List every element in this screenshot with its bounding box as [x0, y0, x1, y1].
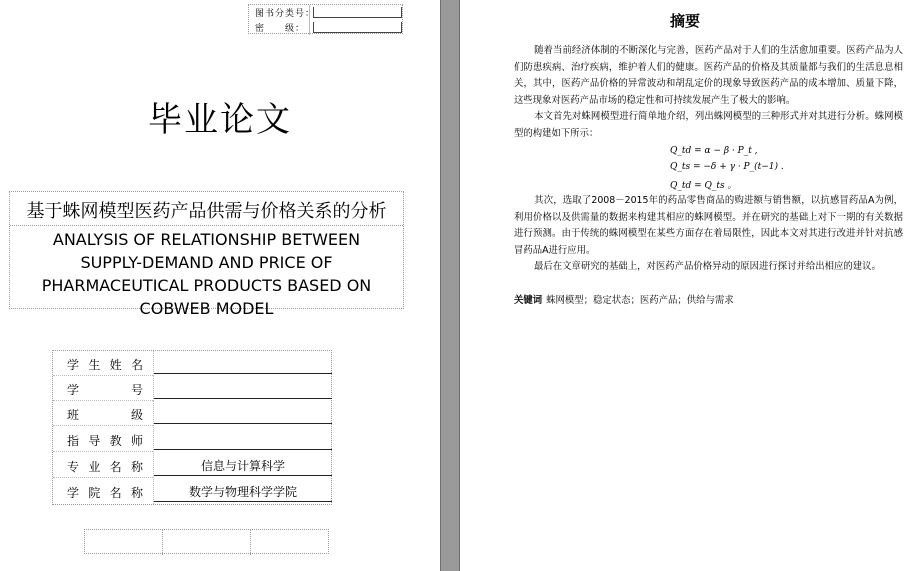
security-label: 密 级：: [255, 24, 306, 34]
title-en-line: PHARMACEUTICAL PRODUCTS BASED ON: [41, 276, 372, 295]
abstract-page: [460, 0, 910, 571]
info-label: 学院名称: [67, 486, 143, 500]
bottom-empty-table: [84, 529, 329, 554]
security-row: [249, 20, 404, 34]
abstract-paragraph: [514, 259, 903, 276]
paragraph-text: 本文首先对蛛网模型进行简单地介绍，列出蛛网模型的三种形式并对其进行分析。蛛网模型的构建如下所示：: [514, 111, 903, 139]
abstract-paragraph: [514, 193, 903, 259]
major-field[interactable]: 信息与计算科学: [154, 454, 332, 476]
info-row-college: [53, 479, 333, 504]
paragraph-text: 其次，选取了2008－2015年的药品零售商品的购进额与销售额，以抗感冒药品A为例，利用价格以及供需量的数据来构建其相应的蛛网模型。并在研究的基础上对下一期的有关数据进行预测。由于传统的蛛网模型在某些方面存在着局限性，因此本文对其进行改进并针对抗感冒药品A进行应用。: [514, 195, 903, 256]
info-row-class: [53, 401, 333, 426]
formula-supply: Q_ts = −δ + γ · P_(t−1) .: [670, 162, 784, 172]
student-info-table: [52, 350, 332, 505]
student-id-field[interactable]: [154, 377, 332, 399]
grid-divider: [250, 530, 252, 555]
info-label: 学号: [67, 383, 143, 397]
cover-page: [0, 0, 440, 571]
grid-divider: [162, 530, 164, 555]
classification-label: 图书分类号：: [255, 9, 316, 19]
advisor-field[interactable]: [154, 428, 332, 450]
abstract-paragraph: [514, 109, 903, 142]
thesis-heading: 毕业论文: [148, 100, 292, 140]
info-label: 指导教师: [67, 434, 143, 448]
info-label: 学生姓名: [67, 358, 143, 372]
thesis-title-english: [10, 228, 403, 320]
keywords-line: [514, 292, 734, 306]
paragraph-text: 最后在文章研究的基础上，对医药产品价格异动的原因进行探讨并给出相应的建议。: [534, 261, 881, 272]
classification-field[interactable]: [313, 7, 402, 18]
keywords-text: 蛛网模型；稳定状态；医药产品；供给与需求: [546, 295, 734, 306]
info-label: 专业名称: [67, 460, 143, 474]
paragraph-text: 随着当前经济体制的不断深化与完善，医药产品对于人们的生活愈加重要。医药产品为人们防患疾病、治疗疾病，维护着人们的健康。医药产品的价格及其质量都与我们的生活息息相关，其中，医药产品价格的异常波动和胡乱定价的现象导致医药产品的成本增加、质量下降，这些现象对医药产品市场的稳定性和可持续发展产生了极大的影响。: [514, 45, 903, 106]
title-divider: [10, 225, 403, 226]
security-field[interactable]: [313, 22, 402, 33]
info-row-student-name: [53, 351, 333, 376]
title-en-line: SUPPLY-DEMAND AND PRICE OF: [80, 253, 333, 272]
formula-demand: Q_td = α − β · P_t ,: [670, 146, 758, 156]
class-field[interactable]: [154, 402, 332, 424]
classification-box: [248, 4, 403, 34]
formula-equilibrium: Q_td = Q_ts 。: [670, 181, 737, 191]
title-en-line: COBWEB MODEL: [139, 299, 274, 318]
classification-row: [249, 5, 404, 19]
title-box: [9, 191, 404, 318]
info-row-student-id: [53, 376, 333, 401]
page-gap: [440, 0, 460, 571]
title-en-line: ANALYSIS OF RELATIONSHIP BETWEEN: [52, 230, 361, 249]
info-label: 班级: [67, 408, 143, 422]
abstract-paragraph: [514, 43, 903, 109]
row-divider: [53, 451, 153, 452]
info-row-major: [53, 453, 333, 478]
abstract-title: 摘要: [669, 12, 700, 30]
info-row-advisor: [53, 427, 333, 452]
keywords-label: 关键词: [514, 295, 543, 306]
college-field[interactable]: 数学与物理科学学院: [154, 480, 332, 502]
page-edge: [440, 0, 441, 571]
student-name-field[interactable]: [154, 352, 332, 374]
row-divider: [53, 425, 153, 426]
thesis-title-chinese: 基于蛛网模型医药产品供需与价格关系的分析: [26, 201, 387, 222]
row-divider: [53, 477, 153, 478]
